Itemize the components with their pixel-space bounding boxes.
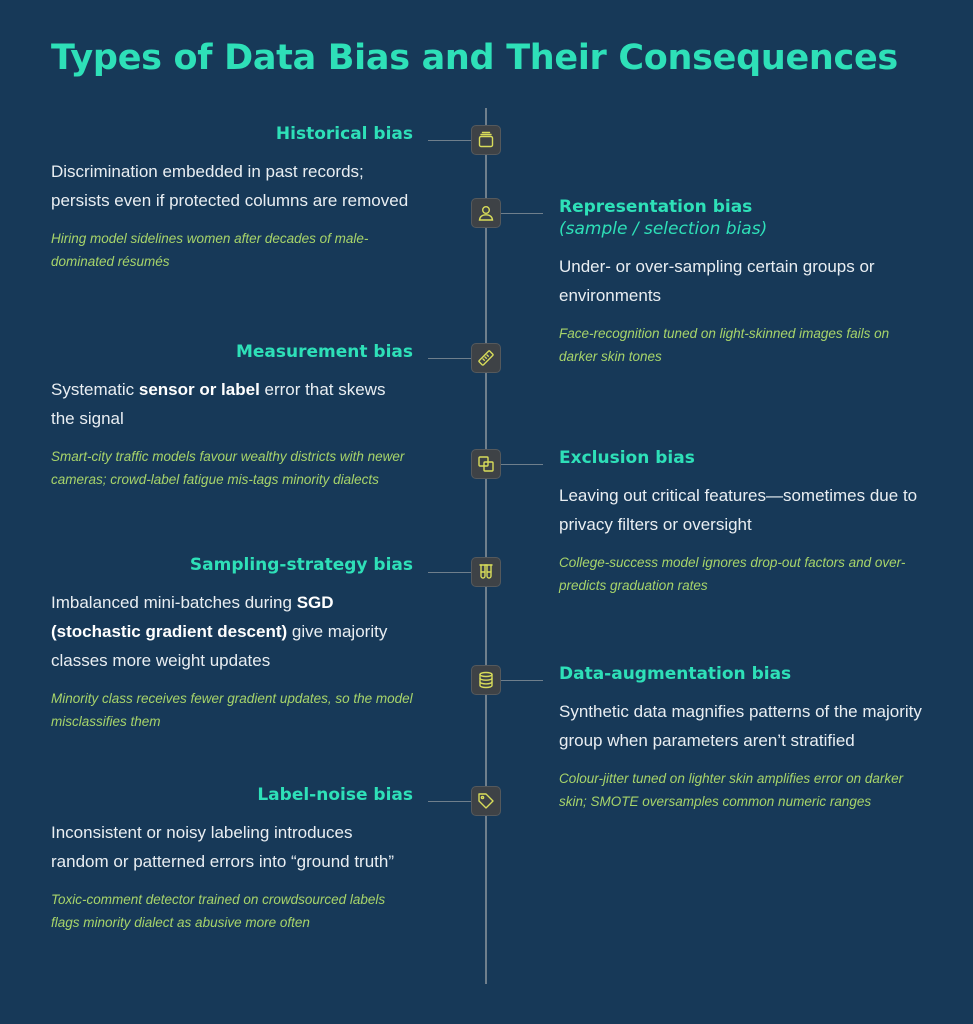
entry-heading: Exclusion bias [559,448,695,468]
entry-heading: Sampling-strategy bias [189,555,413,575]
entry-example: Toxic-comment detector trained on crowdsourced labels flags minority dialect as abusive more often [51,892,386,930]
connector-line [428,572,472,573]
ruler-icon [471,343,501,373]
entry-description-text: error that skews the signal [51,380,386,428]
entry-description-text: give majority classes more weight updates [51,622,388,670]
entry-heading: Measurement bias [235,342,413,362]
entry-data-augmentation-bias [559,663,929,813]
timeline-axis [485,108,487,984]
entry-description-emphasis: sensor or label [138,380,260,399]
entry-description-text: Systematic [51,380,139,399]
entry-example: Hiring model sidelines women after decades of male-dominated résumés [51,231,369,269]
connector-line [501,213,543,214]
entry-description [51,375,413,433]
connector-line [428,358,472,359]
connector-line [428,801,472,802]
entry-example: Minority class receives fewer gradient updates, so the model misclassifies them [51,691,413,729]
entry-description-emphasis: SGD (stochastic gradient descent) [51,593,334,641]
entry-description: Leaving out critical features—sometimes due to privacy filters or oversight [559,486,918,534]
entry-measurement-bias [51,341,413,491]
entry-description: Discrimination embedded in past records; persists even if protected columns are removed [51,162,409,210]
entry-heading: Label-noise bias [257,785,413,805]
entry-description: Under- or over-sampling certain groups or environments [559,257,875,305]
page-title: Types of Data Bias and Their Consequences [51,38,898,78]
entry-historical-bias [51,123,413,273]
entry-example: Face-recognition tuned on light-skinned images fails on darker skin tones [559,326,890,364]
entry-sampling-strategy-bias [51,554,413,733]
entry-heading: Data-augmentation bias [559,664,792,684]
box-icon [471,125,501,155]
entry-representation-bias [559,196,929,368]
database-icon [471,665,501,695]
connector-line [501,464,543,465]
entry-subheading: (sample / selection bias) [559,219,768,239]
exclude-icon [471,449,501,479]
connector-line [428,140,472,141]
tag-icon [471,786,501,816]
entry-description: Inconsistent or noisy labeling introduces random or patterned errors into “ground truth” [51,823,395,871]
connector-line [501,680,543,681]
entry-label-noise-bias [51,784,413,934]
test-tubes-icon [471,557,501,587]
entry-example: Colour-jitter tuned on lighter skin amplifies error on darker skin; SMOTE oversamples common numeric ranges [559,771,904,809]
entry-example: College-success model ignores drop-out factors and over-predicts graduation rates [559,555,906,593]
entry-description [51,588,413,675]
entry-example: Smart-city traffic models favour wealthy districts with newer cameras; crowd-label fatigue mis-tags minority dialects [51,449,405,487]
entry-heading: Historical bias [275,124,413,144]
entry-exclusion-bias [559,447,929,597]
person-icon [471,198,501,228]
entry-description-text: Imbalanced mini-batches during [51,593,297,612]
entry-description: Synthetic data magnifies patterns of the majority group when parameters aren’t stratified [559,702,922,750]
entry-heading: Representation bias [559,197,753,217]
